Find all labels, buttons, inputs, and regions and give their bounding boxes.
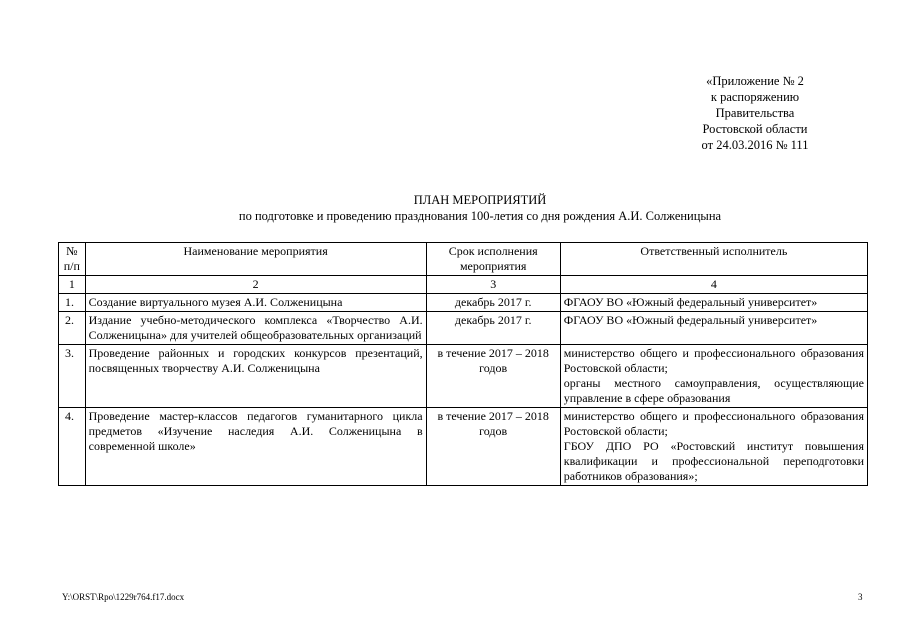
responsible-entry: министерство общего и профессионального образования Ростовской области;: [563, 346, 864, 375]
events-plan-table: [58, 242, 868, 486]
row-number: 3.: [59, 345, 86, 408]
event-responsible: [560, 408, 867, 486]
column-number-row: [59, 276, 868, 294]
appendix-line: Правительства: [715, 106, 795, 120]
responsible-entry: ГБОУ ДПО РО «Ростовский институт повышения квалификации и профессиональной переподготовки работников образования»;: [563, 439, 864, 483]
appendix-line: от 24.03.2016 № 111: [701, 138, 809, 152]
row-number: 4.: [59, 408, 86, 486]
event-name: Создание виртуального музея А.И. Солженицына: [85, 294, 426, 312]
col-number: 3: [426, 276, 560, 294]
col-number: 4: [560, 276, 867, 294]
document-subtitle: по подготовке и проведению празднования 100-летия со дня рождения А.И. Солженицына: [238, 209, 722, 223]
table-row: [59, 345, 868, 408]
header-term: [426, 243, 560, 276]
responsible-entry: ФГАОУ ВО «Южный федеральный университет»: [563, 313, 818, 327]
file-path: Y:\ORST\Rpo\1229r764.f17.docx: [62, 592, 185, 602]
event-responsible: [560, 294, 867, 312]
col-number: 1: [59, 276, 86, 294]
responsible-entry: органы местного самоуправления, осуществляющие управление в сфере образования: [563, 376, 864, 405]
appendix-line: «Приложение № 2: [706, 74, 804, 88]
table-row: [59, 312, 868, 345]
page-number: 3: [858, 592, 863, 602]
event-responsible: [560, 312, 867, 345]
table-header-row: [59, 243, 868, 276]
event-responsible: [560, 345, 867, 408]
col-number: 2: [85, 276, 426, 294]
responsible-entry: министерство общего и профессионального образования Ростовской области;: [563, 409, 864, 438]
header-term-line: Срок исполнения: [448, 244, 538, 258]
header-responsible: Ответственный исполнитель: [560, 243, 867, 276]
header-num: [59, 243, 86, 276]
event-term: в течение 2017 – 2018 годов: [426, 408, 560, 486]
header-num-line: №: [66, 244, 78, 258]
appendix-header: [640, 73, 870, 153]
event-term: декабрь 2017 г.: [426, 312, 560, 345]
header-term-line: мероприятия: [459, 259, 527, 273]
row-number: 1.: [59, 294, 86, 312]
row-number: 2.: [59, 312, 86, 345]
appendix-line: к распоряжению: [710, 90, 800, 104]
event-term: декабрь 2017 г.: [426, 294, 560, 312]
event-term: в течение 2017 – 2018 годов: [426, 345, 560, 408]
table-row: [59, 408, 868, 486]
event-name: Проведение районных и городских конкурсов презентаций, посвященных творчеству А.И. Солженицына: [85, 345, 426, 408]
document-title: ПЛАН МЕРОПРИЯТИЙ: [413, 193, 547, 207]
event-name: Издание учебно-методического комплекса «Творчество А.И. Солженицына» для учителей общеобразовательных организаций: [85, 312, 426, 345]
header-num-line: п/п: [63, 259, 80, 273]
event-name: Проведение мастер-классов педагогов гуманитарного цикла предметов «Изучение наследия А.И. Солженицына в современной школе»: [85, 408, 426, 486]
table-row: [59, 294, 868, 312]
header-name: Наименование мероприятия: [85, 243, 426, 276]
appendix-line: Ростовской области: [702, 122, 808, 136]
responsible-entry: ФГАОУ ВО «Южный федеральный университет»: [563, 295, 818, 309]
